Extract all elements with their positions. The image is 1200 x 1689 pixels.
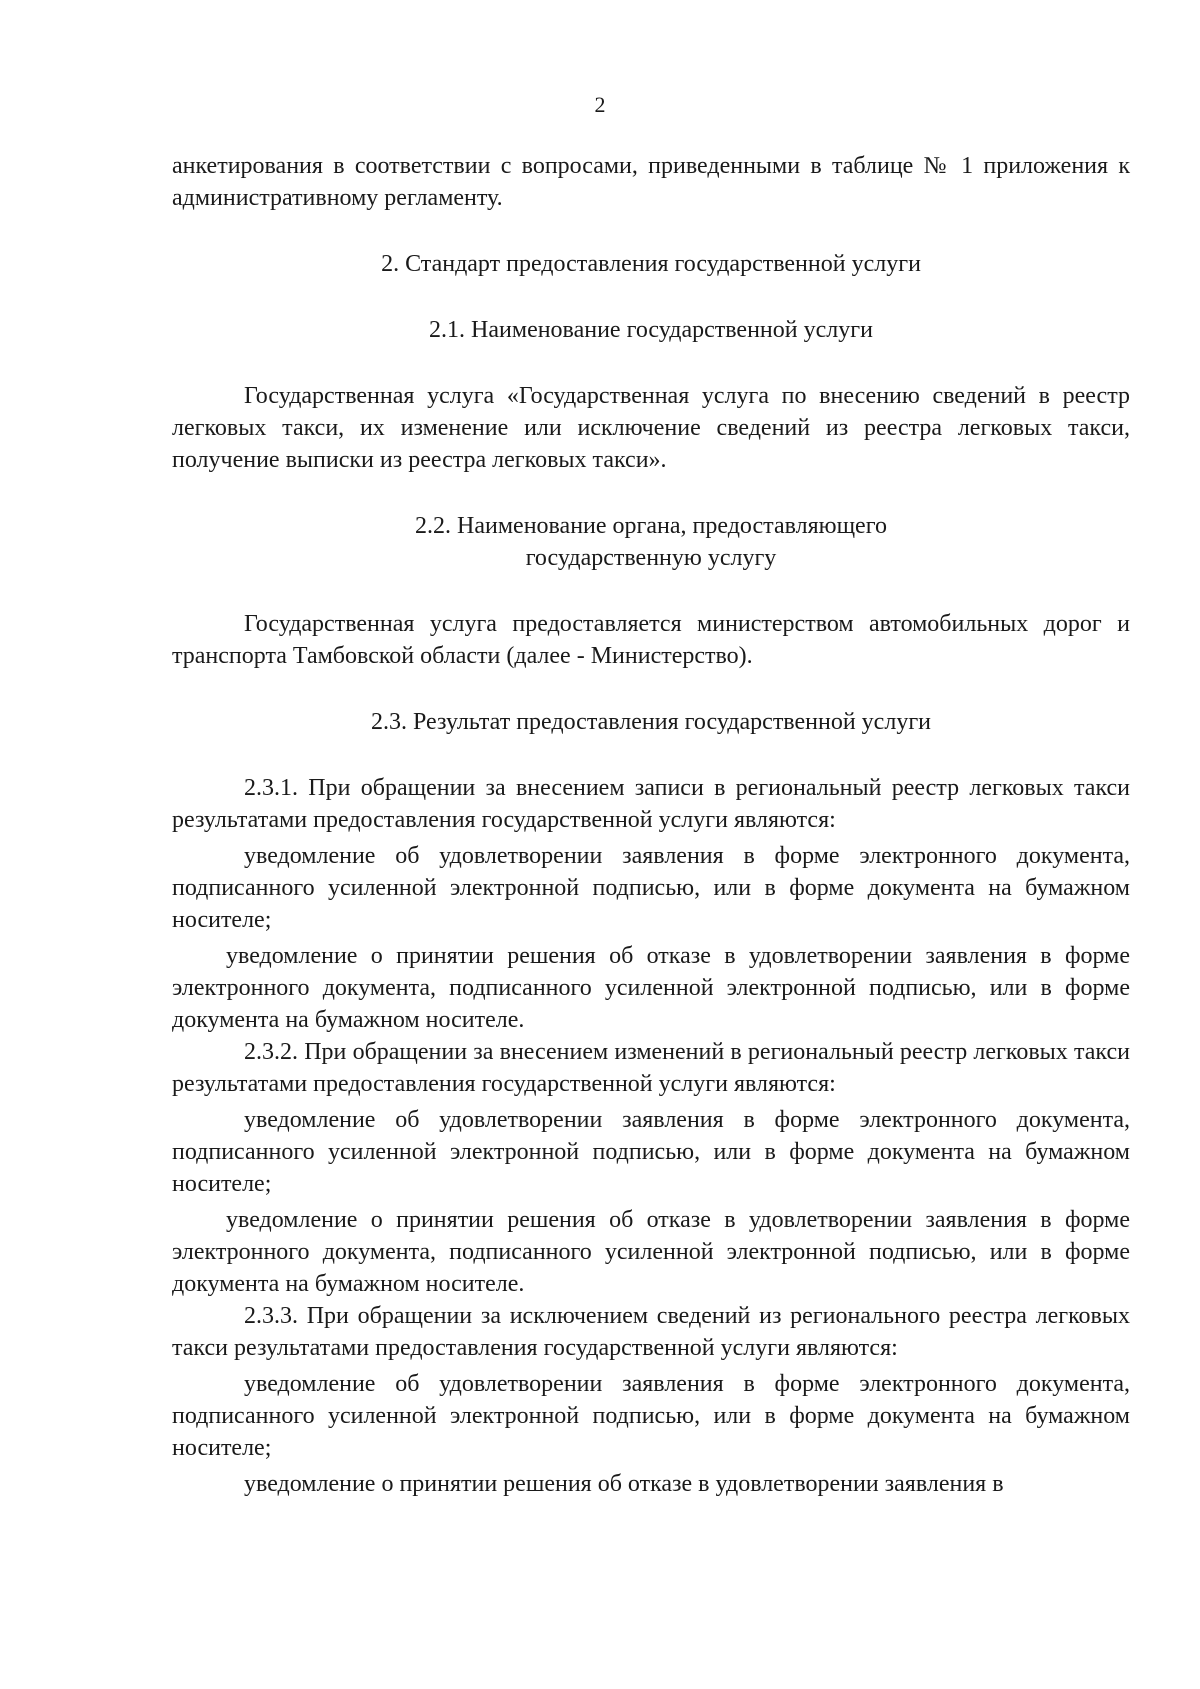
document-body [172,150,1130,1500]
paragraph-2-3-3: 2.3.3. При обращении за исключением сведений из регионального реестра легковых такси результатами предоставления государственной услуги являются: [172,1303,1130,1361]
paragraph-2-3-2-b: уведомление о принятии решения об отказе в удовлетворении заявления в форме электронного документа, подписанного усиленной электронной подписью, или в форме документа на бумажном носителе. [172,1207,1130,1297]
paragraph-2-3-1-b: уведомление о принятии решения об отказе в удовлетворении заявления в форме электронного документа, подписанного усиленной электронной подписью, или в форме документа на бумажном носителе. [172,943,1130,1033]
page-number: 2 [594,92,606,117]
paragraph-2-3-2: 2.3.2. При обращении за внесением изменений в региональный реестр легковых такси результатами предоставления государственной услуги являются: [172,1039,1130,1097]
subsection-heading-2-2 [172,510,1130,574]
paragraph-service-name: Государственная услуга «Государственная услуга по внесению сведений в реестр легковых такси, их изменение или исключение сведений из реестра легковых такси, получение выписки из реестра легковых такси». [172,383,1130,473]
subsection-heading-2-2-line2: государственную услугу [525,545,777,571]
subsection-heading-2-2-line1: 2.2. Наименование органа, предоставляющего [415,513,887,539]
paragraph-2-3-1-a: уведомление об удовлетворении заявления в форме электронного документа, подписанного усиленной электронной подписью, или в форме документа на бумажном носителе; [172,843,1130,933]
paragraph-2-3-3-b: уведомление о принятии решения об отказе в удовлетворении заявления в [244,1471,1004,1497]
subsection-heading-2-1: 2.1. Наименование государственной услуги [429,317,873,343]
section-heading-2: 2. Стандарт предоставления государственной услуги [381,251,921,277]
paragraph-2-3-3-a: уведомление об удовлетворении заявления в форме электронного документа, подписанного усиленной электронной подписью, или в форме документа на бумажном носителе; [172,1371,1130,1461]
subsection-heading-2-3: 2.3. Результат предоставления государственной услуги [370,709,931,735]
paragraph-intro: анкетирования в соответствии с вопросами, приведенными в таблице № 1 приложения к административному регламенту. [172,153,1130,211]
paragraph-service-provider: Государственная услуга предоставляется министерством автомобильных дорог и транспорта Тамбовской области (далее - Министерство). [172,611,1130,669]
paragraph-2-3-1: 2.3.1. При обращении за внесением записи в региональный реестр легковых такси результатами предоставления государственной услуги являются: [172,775,1130,833]
paragraph-2-3-2-a: уведомление об удовлетворении заявления в форме электронного документа, подписанного усиленной электронной подписью, или в форме документа на бумажном носителе; [172,1107,1130,1197]
